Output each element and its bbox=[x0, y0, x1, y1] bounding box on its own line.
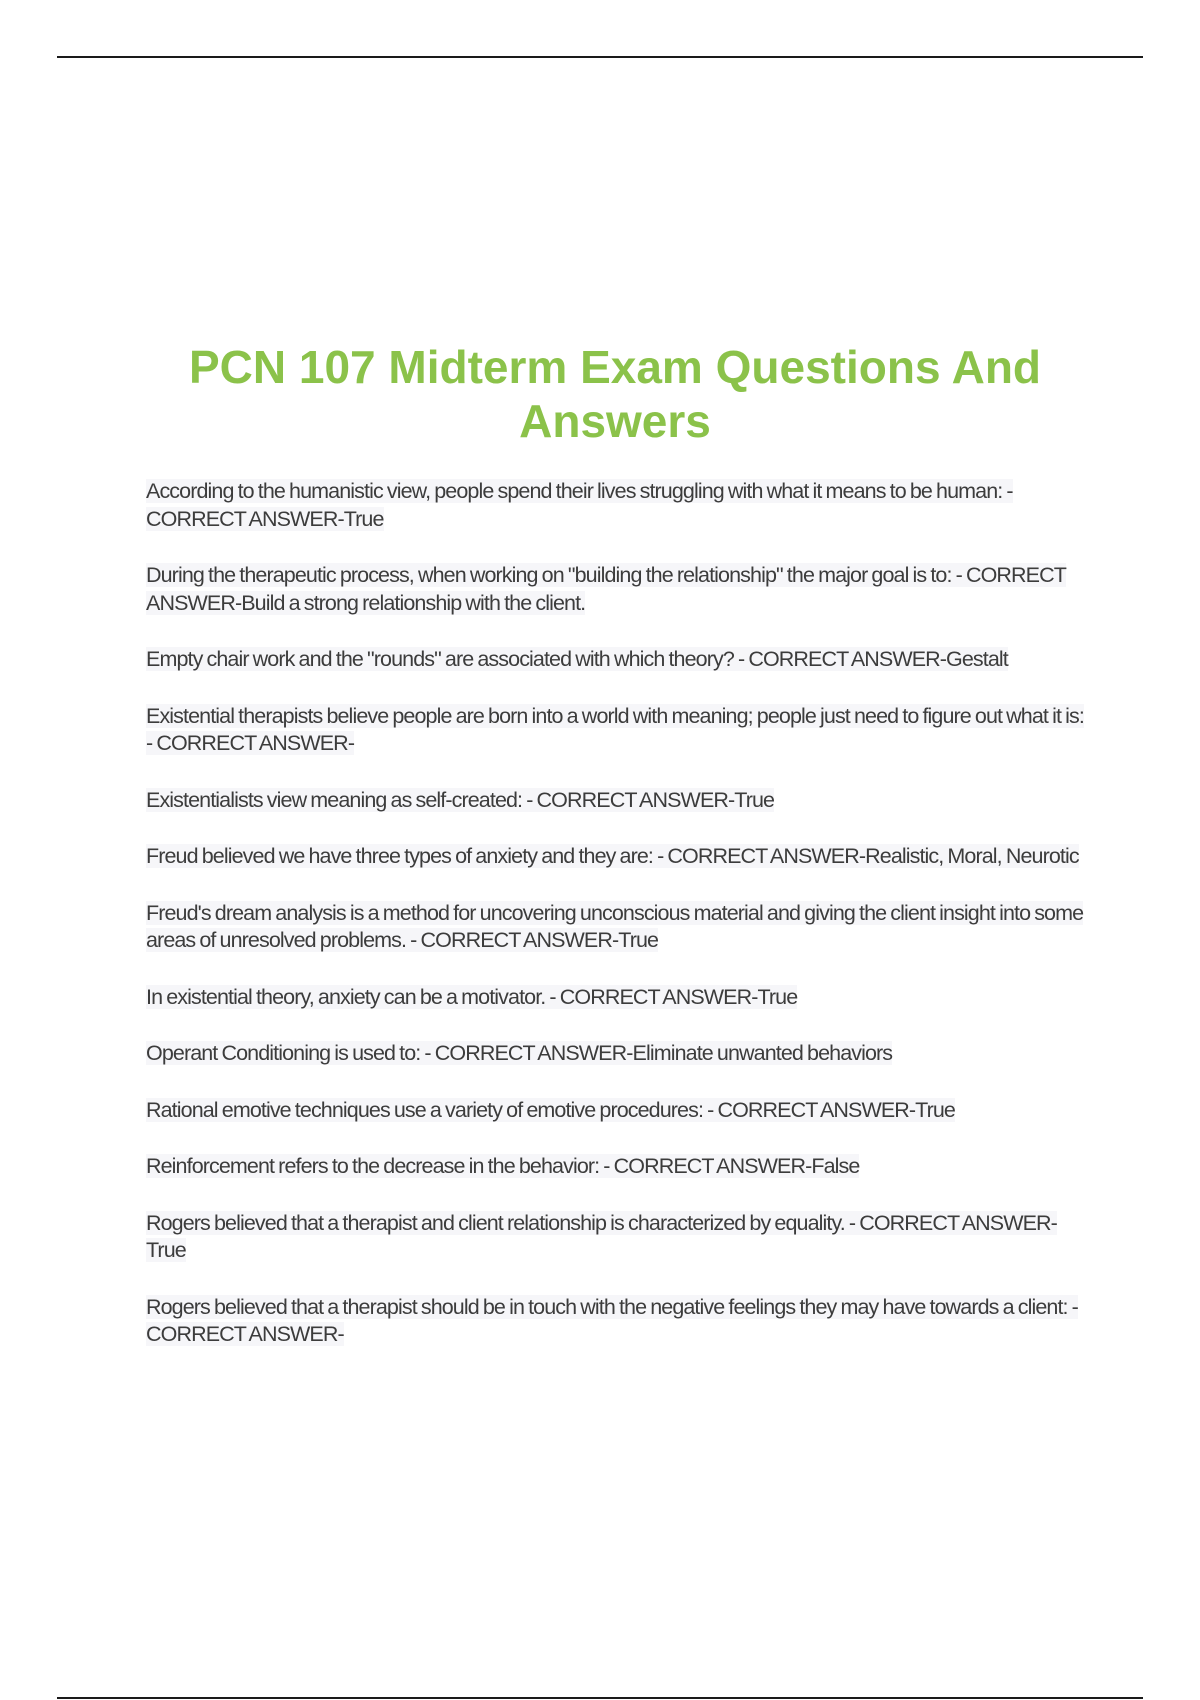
qa-item bbox=[146, 478, 1086, 533]
question-text: Empty chair work and the "rounds" are associated with which theory? - bbox=[146, 647, 749, 671]
question-text: Existential therapists believe people are born into a world with meaning; people just need to figure out what it is: - bbox=[146, 703, 1084, 755]
qa-item bbox=[146, 1097, 1086, 1125]
question-text: During the therapeutic process, when working on "building the relationship" the major goal is to: - bbox=[146, 563, 966, 587]
qa-item bbox=[146, 646, 1086, 674]
question-text: Reinforcement refers to the decrease in the behavior: - bbox=[146, 1154, 614, 1178]
question-text: According to the humanistic view, people spend their lives struggling with what it means to be human: - bbox=[146, 479, 1013, 503]
question-text: Freud believed we have three types of anxiety and they are: - bbox=[146, 844, 668, 868]
answer-text: CORRECT ANSWER-Build a strong relationship with the client. bbox=[146, 563, 1066, 615]
question-text: Rational emotive techniques use a variety of emotive procedures: - bbox=[146, 1097, 718, 1122]
question-text: Existentialists view meaning as self-created: - bbox=[146, 787, 537, 812]
qa-item bbox=[146, 1153, 1086, 1181]
question-text: In existential theory, anxiety can be a motivator. - bbox=[146, 984, 560, 1009]
question-text: Operant Conditioning is used to: - bbox=[146, 1041, 435, 1065]
answer-text: CORRECT ANSWER-True bbox=[559, 984, 798, 1009]
qa-item bbox=[146, 1294, 1086, 1349]
qa-item bbox=[146, 900, 1086, 955]
qa-item bbox=[146, 703, 1086, 758]
document-title: PCN 107 Midterm Exam Questions And Answers bbox=[188, 341, 1042, 447]
answer-text: CORRECT ANSWER-False bbox=[613, 1154, 860, 1178]
answer-text: CORRECT ANSWER-Gestalt bbox=[748, 647, 1008, 671]
page-top-rule bbox=[57, 56, 1143, 58]
qa-item bbox=[146, 787, 1086, 815]
question-text: Rogers believed that a therapist and client relationship is characterized by equality. - bbox=[146, 1210, 860, 1235]
qa-item bbox=[146, 984, 1086, 1012]
answer-text: CORRECT ANSWER-True bbox=[717, 1097, 955, 1122]
answer-text: CORRECT ANSWER- bbox=[146, 1322, 344, 1346]
qa-list bbox=[146, 478, 1086, 1378]
answer-text: CORRECT ANSWER-Eliminate unwanted behaviors bbox=[434, 1041, 893, 1065]
qa-item bbox=[146, 1210, 1086, 1265]
answer-text: CORRECT ANSWER- bbox=[156, 731, 355, 755]
answer-text: CORRECT ANSWER-True bbox=[146, 1210, 1057, 1262]
answer-text: CORRECT ANSWER-True bbox=[536, 787, 775, 812]
qa-item bbox=[146, 843, 1086, 871]
answer-text: CORRECT ANSWER-True bbox=[420, 928, 659, 952]
answer-text: CORRECT ANSWER-Realistic, Moral, Neurotic bbox=[667, 844, 1079, 868]
page-bottom-rule bbox=[57, 1697, 1143, 1699]
qa-item bbox=[146, 1040, 1086, 1068]
question-text: Rogers believed that a therapist should be in touch with the negative feelings they may have towards a client: - bbox=[146, 1294, 1078, 1319]
answer-text: CORRECT ANSWER-True bbox=[146, 506, 384, 531]
question-text: Freud's dream analysis is a method for uncovering unconscious material and giving the client insight into some areas of unresolved problems. - bbox=[146, 900, 1084, 952]
qa-item bbox=[146, 562, 1086, 617]
